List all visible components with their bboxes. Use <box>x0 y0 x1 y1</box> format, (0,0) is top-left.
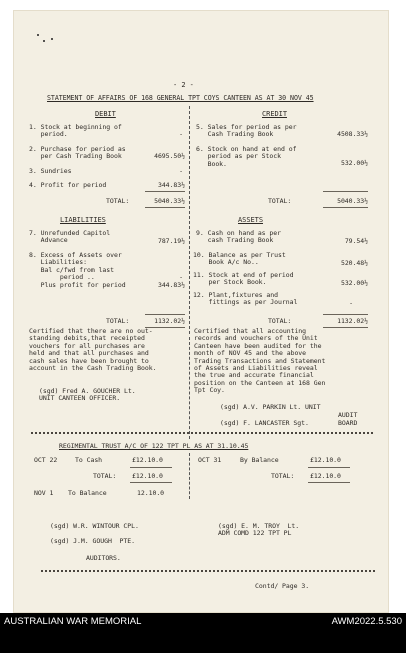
trust-title: REGIMENTAL TRUST A/C OF 122 TPT PL AS AT 31.10.45 <box>59 442 249 450</box>
sum-rule <box>308 467 350 468</box>
dotted-separator <box>41 570 375 572</box>
sum-rule <box>130 467 172 468</box>
trust-right-date: OCT 31 <box>198 456 222 464</box>
debit-total: 5040.33½ <box>154 197 185 205</box>
debit-amount-1: - <box>179 130 183 138</box>
total-rule <box>308 482 350 483</box>
assets-total-label: TOTAL: <box>268 317 292 325</box>
assets-item-9: 9. Cash on hand as per cash Trading Book <box>196 229 281 245</box>
debit-amount-4: 344.83½ <box>157 181 185 189</box>
trust-right-total-label: TOTAL: <box>271 472 295 480</box>
credit-item-5: 5. Sales for period as per Cash Trading Book <box>196 123 297 139</box>
ink-mark <box>51 38 53 40</box>
trust-left-label: To Cash <box>75 456 103 464</box>
ink-mark <box>43 40 45 42</box>
audit-label: AUDIT <box>338 411 358 419</box>
total-rule <box>323 207 368 208</box>
assets-item-11: 11. Stock at end of period per Stock Book. <box>193 271 294 287</box>
assets-amount-10: 520.48½ <box>340 259 368 267</box>
sum-rule <box>145 314 185 315</box>
debit-item-4: 4. Profit for period <box>29 181 107 189</box>
sum-rule <box>323 191 368 192</box>
liabilities-item-7: 7. Unrefunded Capitol Advance <box>29 229 111 245</box>
credit-total: 5040.33½ <box>337 197 368 205</box>
certification-right: Certified that all accounting records and vouchers of the Unit Canteen have been audited for the month of NOV 45 and the above Trading Transactions and Statement of Assets and Liabilities reveal the true and accurate financial position on the Canteen at 168 Gen Tpt Coy. <box>194 327 326 395</box>
page-number: - 2 - <box>173 81 194 89</box>
total-rule <box>130 482 172 483</box>
assets-heading: ASSETS <box>238 216 263 224</box>
assets-amount-12: - <box>349 299 353 307</box>
total-rule <box>145 207 185 208</box>
liabilities-amount-8: - <box>179 273 183 281</box>
signature-lancaster: (sgd) F. LANCASTER Sgt. <box>220 419 309 427</box>
dotted-separator <box>31 432 373 434</box>
trust-right-amount: £12.10.0 <box>310 456 341 464</box>
credit-item-6: 6. Stock on hand at end of period as per Stock Book. <box>196 145 297 168</box>
debit-item-1: 1. Stock at beginning of period. <box>29 123 122 139</box>
signature-parkin: (sgd) A.V. PARKIN Lt. UNIT <box>220 403 321 411</box>
footer-reference: AWM2022.5.530 <box>331 616 402 627</box>
signature-canteen-officer: (sgd) Fred A. GOUCHER Lt. UNIT CANTEEN OFFICER. <box>39 387 136 403</box>
debit-amount-3: - <box>179 167 183 175</box>
footer-institution: AUSTRALIAN WAR MEMORIAL <box>4 616 142 627</box>
debit-total-label: TOTAL: <box>106 197 130 205</box>
credit-amount-5: 4508.33½ <box>337 130 368 138</box>
statement-title: STATEMENT OF AFFAIRS OF 168 GENERAL TPT COYS CANTEEN AS AT 30 NOV 45 <box>47 94 314 102</box>
trust-row2-label: To Balance <box>68 489 107 497</box>
liabilities-amount-7: 787.19½ <box>157 237 185 245</box>
trust-left-amount: £12.10.0 <box>132 456 163 464</box>
trust-right-label: By Balance <box>240 456 279 464</box>
trust-row2-date: NOV 1 <box>34 489 54 497</box>
auditors-label: AUDITORS. <box>86 554 121 562</box>
credit-total-label: TOTAL: <box>268 197 292 205</box>
column-divider <box>189 337 190 439</box>
debit-heading: DEBIT <box>95 110 116 118</box>
trust-left-total-label: TOTAL: <box>93 472 117 480</box>
liabilities-total: 1132.02½ <box>154 317 185 325</box>
trust-row2-amount: 12.10.0 <box>137 489 165 497</box>
liabilities-amount-8b: 344.83½ <box>157 281 185 289</box>
certification-left: Certified that there are no out- standing debits,that receipted vouchers for all purchases are held and that all purchases and cash sales have been brought to account in the Cash Trading Book. <box>29 327 157 373</box>
total-rule <box>323 327 368 328</box>
sum-rule <box>323 314 368 315</box>
assets-item-10: 10. Balance as per Trust Book A/c No.. <box>193 251 286 267</box>
trust-left-date: OCT 22 <box>34 456 58 464</box>
credit-heading: CREDIT <box>262 110 287 118</box>
debit-item-3: 3. Sundries <box>29 167 72 175</box>
liabilities-total-label: TOTAL: <box>106 317 130 325</box>
auditor-signatures: (sgd) W.R. WINTOUR CPL. (sgd) J.M. GOUGH PTE. <box>50 522 139 545</box>
ink-mark <box>37 34 39 36</box>
assets-item-12: 12. Plant,fixtures and fittings as per Journal <box>193 291 298 307</box>
adm-comd-signature: (sgd) E. M. TROY Lt. ADM COMD 122 TPT PL <box>218 522 300 538</box>
trust-right-total: £12.10.0 <box>310 472 341 480</box>
liabilities-item-8b: Plus profit for period <box>29 281 126 289</box>
board-label: BOARD <box>338 419 358 427</box>
debit-amount-2: 4695.50½ <box>154 152 185 160</box>
trust-left-total: £12.10.0 <box>132 472 163 480</box>
sum-rule <box>145 191 185 192</box>
liabilities-item-8: 8. Excess of Assets over Liabilities: Bal c/fwd from last period .. <box>29 251 122 282</box>
archive-footer <box>0 613 406 653</box>
assets-amount-11: 532.00½ <box>340 279 368 287</box>
liabilities-heading: LIABILITIES <box>60 216 106 224</box>
credit-amount-6: 532.00½ <box>340 159 368 167</box>
continued-note: Contd/ Page 3. <box>255 582 310 590</box>
assets-amount-9: 79.54½ <box>344 237 368 245</box>
document-page <box>13 10 389 613</box>
column-divider <box>189 106 190 334</box>
trust-divider <box>189 453 190 499</box>
debit-item-2: 2. Purchase for period as per Cash Trading Book <box>29 145 126 161</box>
assets-total: 1132.02½ <box>337 317 368 325</box>
